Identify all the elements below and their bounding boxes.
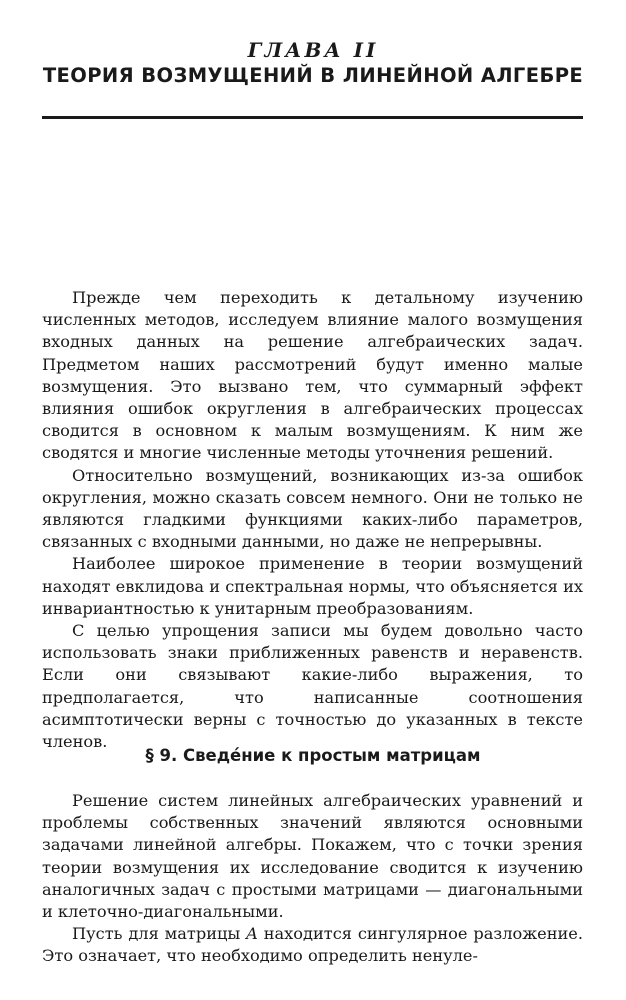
section-text bbox=[42, 790, 583, 968]
text-run: находится сингулярное разложение. Это означает, что необходимо определить ненуле- bbox=[42, 924, 583, 966]
intro-text bbox=[42, 287, 583, 753]
paragraph: Наиболее широкое применение в теории возмущений находят евклидова и спектральная нормы, что объясняется их инвариантностью к унитарным преобразованиям. bbox=[42, 554, 583, 618]
chapter-title: ТЕОРИЯ ВОЗМУЩЕНИЙ В ЛИНЕЙНОЙ АЛГЕБРЕ bbox=[42, 64, 584, 87]
title-rule bbox=[42, 116, 583, 119]
section-heading: § 9. Сведéние к простым матрицам bbox=[145, 746, 481, 765]
matrix-symbol: A bbox=[246, 924, 258, 944]
paragraph: Прежде чем переходить к детальному изучению численных методов, исследуем влияние малого возмущения входных данных на решение алгебраических задач. Предметом наших рассмотрений будут именно малые возмущения. Это вызвано тем, что суммарный эффект влияния ошибок округления в алгебраических процессах сводится в основном к малым возмущениям. К ним же сводятся и многие численные методы уточнения решений. bbox=[42, 288, 583, 463]
chapter-label: ГЛАВА II bbox=[247, 38, 379, 62]
text-run: Пусть для матрицы bbox=[72, 924, 247, 944]
paragraph bbox=[42, 923, 583, 967]
paragraph: Относительно возмущений, возникающих из-за ошибок округления, можно сказать совсем немного. Они не только не являются гладкими функциями каких-либо параметров, связанных с входными данными, но даже не непрерывны. bbox=[42, 465, 583, 552]
paragraph: С целью упрощения записи мы будем довольно часто использовать знаки приближенных равенств и неравенств. Если они связывают какие-либо выражения, то предполагается, что написанные соотношения асимптотически верны с точностью до указанных в тексте членов. bbox=[42, 621, 583, 752]
paragraph: Решение систем линейных алгебраических уравнений и проблемы собственных значений являются основными задачами линейной алгебры. Покажем, что с точки зрения теории возмущения их исследование сводится к изучению аналогичных задач с простыми матрицами — диагональными и клеточно-диагональными. bbox=[42, 791, 583, 922]
